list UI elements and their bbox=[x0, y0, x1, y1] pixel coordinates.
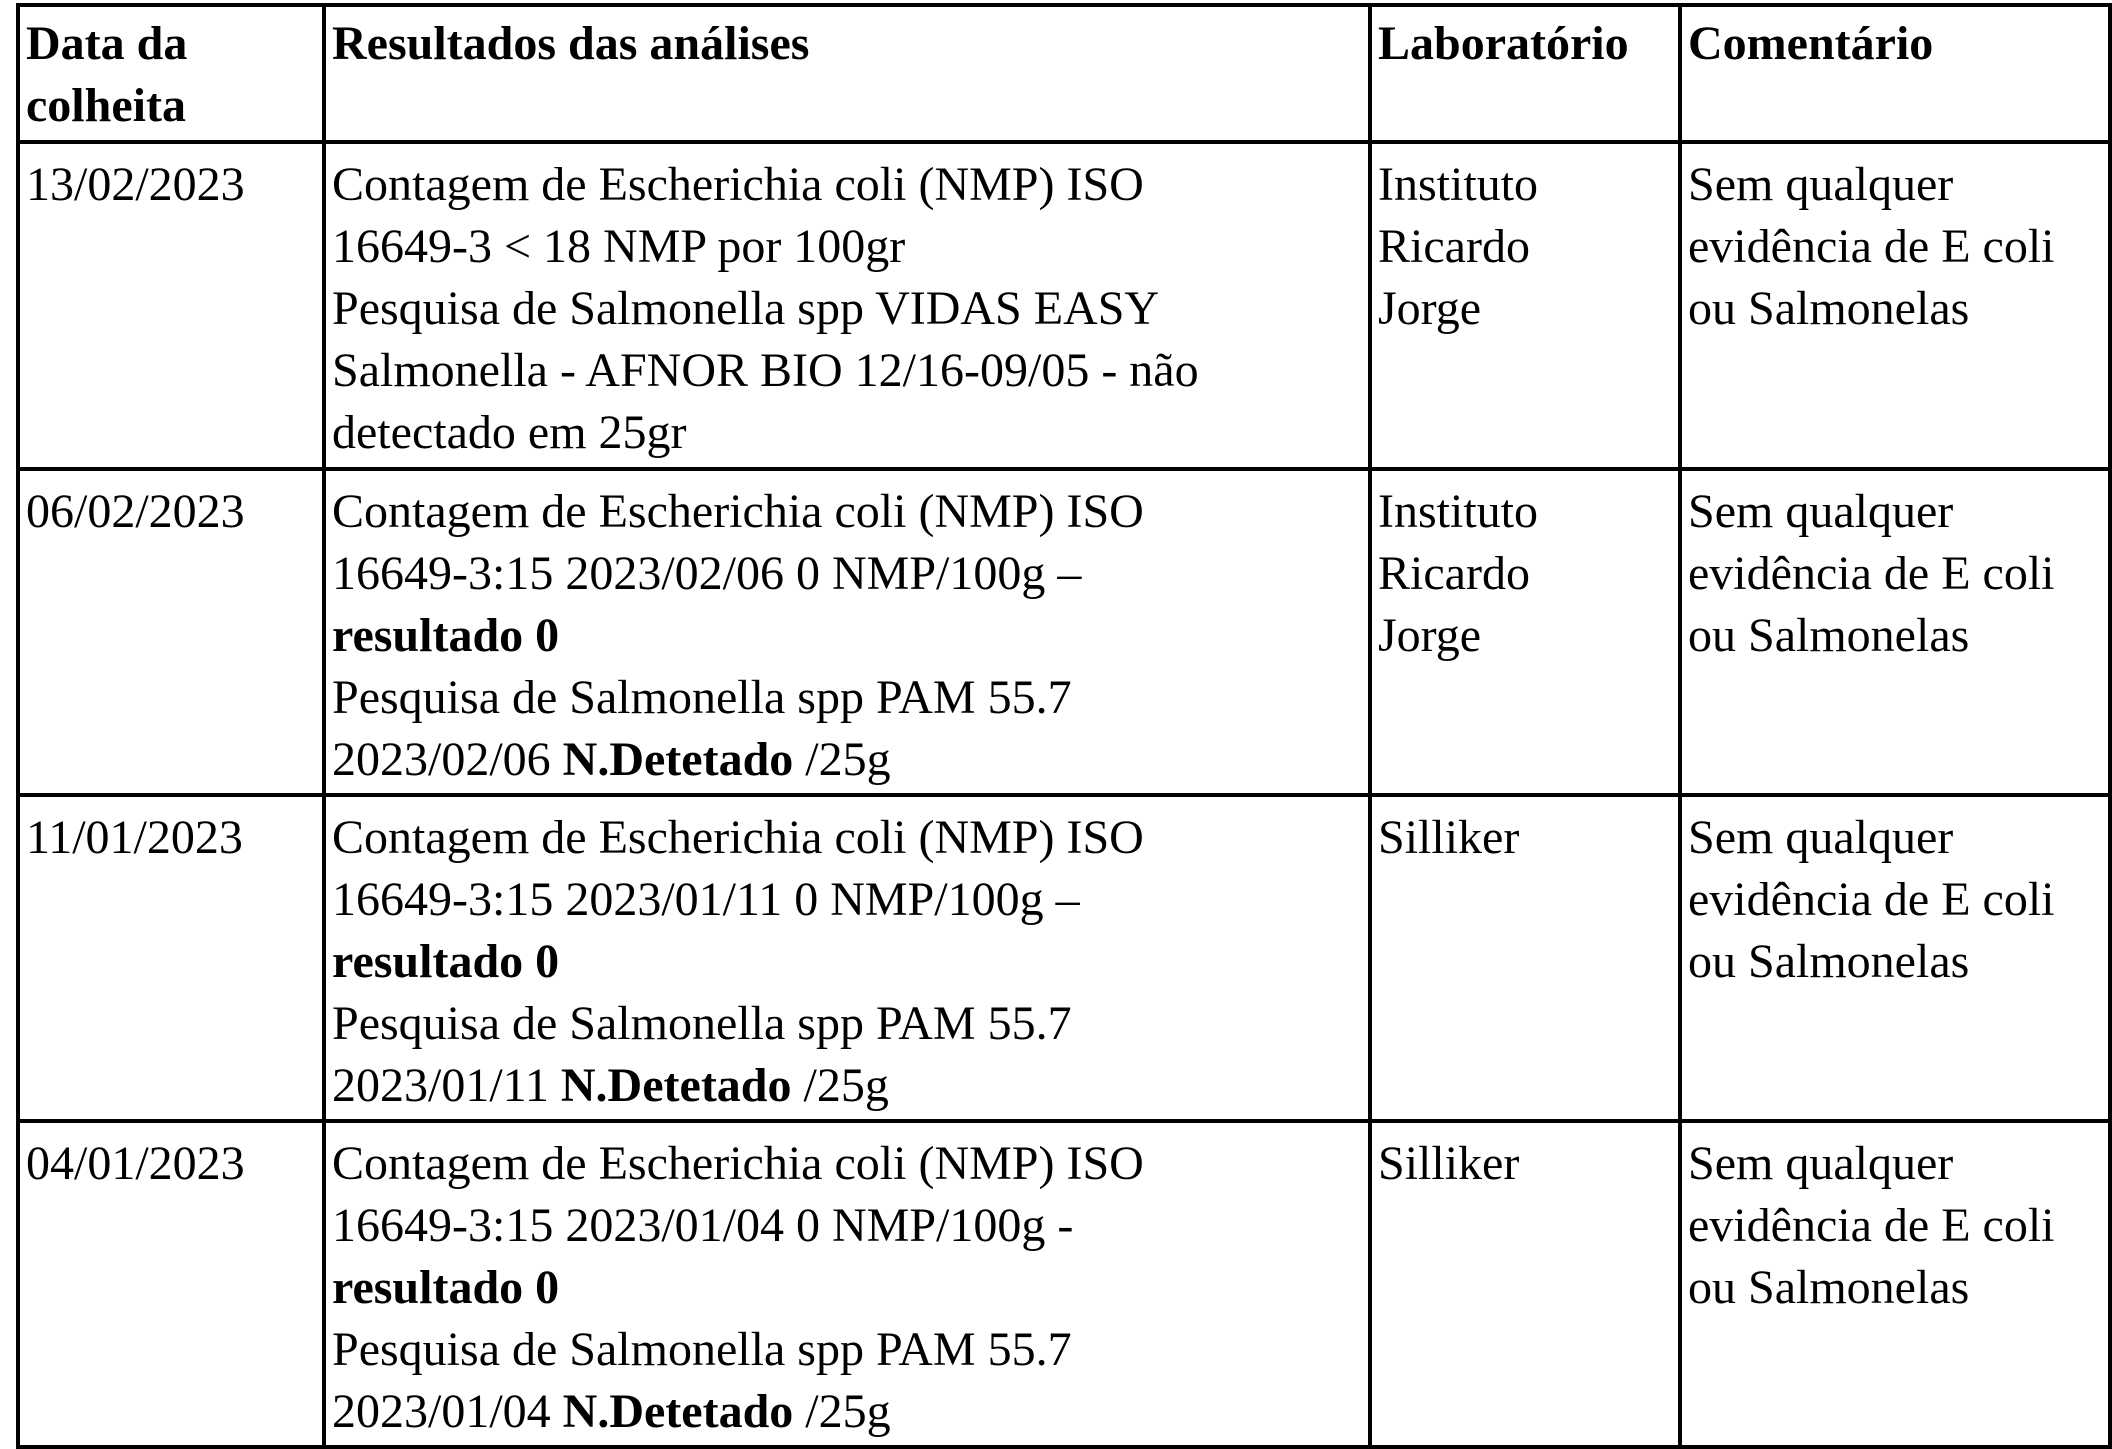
result-line-mixed bbox=[332, 1055, 1362, 1117]
lab-line: Ricardo bbox=[1378, 547, 1530, 600]
date-value: 04/01/2023 bbox=[26, 1137, 245, 1190]
cell-date bbox=[18, 1121, 324, 1447]
comment-line: ou Salmonelas bbox=[1688, 1261, 1970, 1314]
result-line: Contagem de Escherichia coli (NMP) ISO bbox=[332, 158, 1144, 211]
header-lab-label: Laboratório bbox=[1378, 17, 1629, 70]
date-value: 13/02/2023 bbox=[26, 158, 245, 211]
result-line: Pesquisa de Salmonella spp PAM 55.7 bbox=[332, 997, 1072, 1050]
cell-date bbox=[18, 469, 324, 795]
lab-line: Instituto bbox=[1378, 158, 1539, 211]
header-row bbox=[18, 5, 2110, 142]
result-line: Contagem de Escherichia coli (NMP) ISO bbox=[332, 1137, 1144, 1190]
comment-line: ou Salmonelas bbox=[1688, 282, 1970, 335]
result-value-bold: resultado 0 bbox=[332, 935, 560, 988]
table-row bbox=[18, 469, 2110, 795]
comment-line: Sem qualquer bbox=[1688, 158, 1954, 211]
result-line: Contagem de Escherichia coli (NMP) ISO bbox=[332, 485, 1144, 538]
table-row bbox=[18, 795, 2110, 1121]
result-status-bold: N.Detetado bbox=[560, 1059, 792, 1112]
result-line: 16649-3:15 2023/01/04 0 NMP/100g - bbox=[332, 1199, 1074, 1252]
result-line: Salmonella - AFNOR BIO 12/16-09/05 - não bbox=[332, 344, 1199, 397]
result-line: detectado em 25gr bbox=[332, 406, 687, 459]
header-comment-label: Comentário bbox=[1688, 17, 1934, 70]
header-date bbox=[18, 5, 324, 142]
cell-date bbox=[18, 142, 324, 469]
lab-line: Jorge bbox=[1378, 282, 1482, 335]
header-date-line-2: colheita bbox=[26, 79, 186, 132]
header-results-label: Resultados das análises bbox=[332, 17, 810, 70]
result-line: 16649-3 < 18 NMP por 100gr bbox=[332, 220, 906, 273]
result-unit-suffix: /25g bbox=[793, 733, 891, 786]
lab-line: Jorge bbox=[1378, 609, 1482, 662]
cell-results bbox=[324, 142, 1370, 469]
result-line: Contagem de Escherichia coli (NMP) ISO bbox=[332, 811, 1144, 864]
comment-line: ou Salmonelas bbox=[1688, 609, 1970, 662]
cell-comment bbox=[1680, 1121, 2110, 1447]
comment-line: Sem qualquer bbox=[1688, 811, 1954, 864]
cell-comment bbox=[1680, 795, 2110, 1121]
header-lab bbox=[1370, 5, 1680, 142]
header-results bbox=[324, 5, 1370, 142]
header-comment bbox=[1680, 5, 2110, 142]
cell-lab bbox=[1370, 1121, 1680, 1447]
cell-comment bbox=[1680, 469, 2110, 795]
result-value-bold: resultado 0 bbox=[332, 609, 560, 662]
comment-line: ou Salmonelas bbox=[1688, 935, 1970, 988]
result-line: 16649-3:15 2023/02/06 0 NMP/100g – bbox=[332, 547, 1082, 600]
result-line: 16649-3:15 2023/01/11 0 NMP/100g – bbox=[332, 873, 1080, 926]
cell-date bbox=[18, 795, 324, 1121]
lab-line: Silliker bbox=[1378, 811, 1520, 864]
comment-line: evidência de E coli bbox=[1688, 873, 2055, 926]
cell-results bbox=[324, 469, 1370, 795]
lab-line: Instituto bbox=[1378, 485, 1539, 538]
comment-line: evidência de E coli bbox=[1688, 547, 2055, 600]
header-date-line-1: Data da bbox=[26, 17, 188, 70]
result-date-prefix: 2023/02/06 bbox=[332, 733, 563, 786]
result-date-prefix: 2023/01/11 bbox=[332, 1059, 561, 1112]
result-status-bold: N.Detetado bbox=[562, 1385, 794, 1438]
date-value: 11/01/2023 bbox=[26, 811, 243, 864]
result-unit-suffix: /25g bbox=[791, 1059, 889, 1112]
result-line: Pesquisa de Salmonella spp VIDAS EASY bbox=[332, 282, 1160, 335]
comment-line: evidência de E coli bbox=[1688, 220, 2055, 273]
result-value-bold: resultado 0 bbox=[332, 1261, 560, 1314]
comment-line: Sem qualquer bbox=[1688, 1137, 1954, 1190]
result-line-mixed bbox=[332, 1381, 1362, 1443]
analysis-results-table bbox=[16, 3, 2112, 1449]
result-line-mixed bbox=[332, 729, 1362, 791]
lab-line: Ricardo bbox=[1378, 220, 1530, 273]
cell-results bbox=[324, 795, 1370, 1121]
table-row bbox=[18, 142, 2110, 469]
cell-results bbox=[324, 1121, 1370, 1447]
comment-line: Sem qualquer bbox=[1688, 485, 1954, 538]
result-date-prefix: 2023/01/04 bbox=[332, 1385, 563, 1438]
cell-comment bbox=[1680, 142, 2110, 469]
date-value: 06/02/2023 bbox=[26, 485, 245, 538]
cell-lab bbox=[1370, 795, 1680, 1121]
result-status-bold: N.Detetado bbox=[562, 733, 794, 786]
cell-lab bbox=[1370, 469, 1680, 795]
result-line: Pesquisa de Salmonella spp PAM 55.7 bbox=[332, 1323, 1072, 1376]
table-row bbox=[18, 1121, 2110, 1447]
comment-line: evidência de E coli bbox=[1688, 1199, 2055, 1252]
lab-line: Silliker bbox=[1378, 1137, 1520, 1190]
cell-lab bbox=[1370, 142, 1680, 469]
result-line: Pesquisa de Salmonella spp PAM 55.7 bbox=[332, 671, 1072, 724]
result-unit-suffix: /25g bbox=[793, 1385, 891, 1438]
